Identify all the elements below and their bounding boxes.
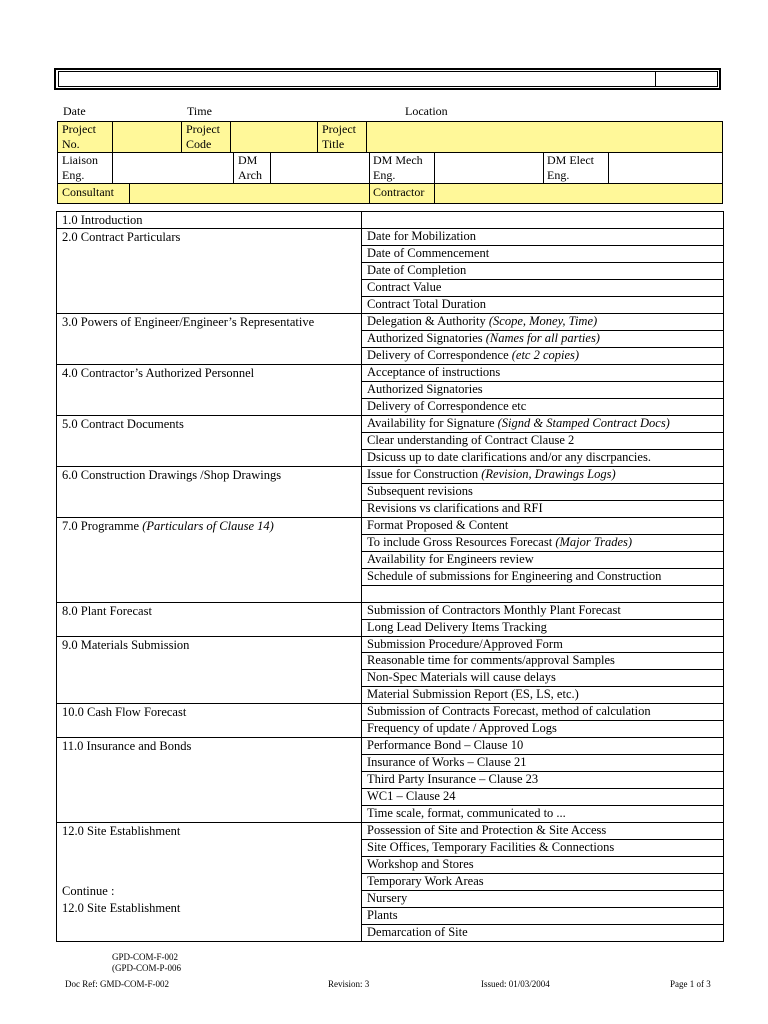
- section-title: [62, 637, 189, 653]
- checklist-item-text: Performance Bond – Clause 10: [367, 738, 524, 752]
- section-title: [62, 823, 180, 839]
- checklist-item: [367, 449, 651, 466]
- checklist-item-text: To include Gross Resources Forecast: [367, 535, 556, 549]
- checklist-item-text: Availability for Signature: [367, 416, 498, 430]
- checklist-item-text: Date for Mobilization: [367, 229, 476, 243]
- table-rule: [56, 211, 57, 942]
- dm-arch-label: DM Arch: [238, 153, 262, 182]
- checklist-item-text: Date of Commencement: [367, 246, 490, 260]
- checklist-item: [367, 534, 632, 551]
- checklist-item-text: Plants: [367, 908, 398, 922]
- section-title-text: 8.0 Plant Forecast: [62, 603, 152, 618]
- section-title: [62, 365, 254, 381]
- checklist-item-note: (Scope, Money, Time): [488, 314, 598, 328]
- checklist-item-note: (Names for all parties): [485, 331, 600, 345]
- checklist-item-text: Third Party Insurance – Clause 23: [367, 772, 539, 786]
- checklist-item-text: Site Offices, Temporary Facilities & Connections: [367, 840, 615, 854]
- table-rule: [361, 890, 723, 891]
- section-title-text: 2.0 Contract Particulars: [62, 229, 181, 244]
- checklist-item-text: Reasonable time for comments/approval Samples: [367, 653, 615, 667]
- checklist-item: [367, 330, 600, 347]
- checklist-item-text: Temporary Work Areas: [367, 874, 484, 888]
- checklist-item-text: Non-Spec Materials will cause delays: [367, 670, 556, 684]
- table-rule: [723, 211, 724, 942]
- footer-revision: Revision: 3: [328, 979, 370, 989]
- section-title-text: 3.0 Powers of Engineer/Engineer’s Representative: [62, 314, 315, 329]
- checklist-item-text: Frequency of update / Approved Logs: [367, 721, 557, 735]
- contractor-label: Contractor: [373, 185, 425, 199]
- checklist-item: [367, 856, 474, 873]
- footer-code-1: GPD-COM-F-002: [112, 952, 179, 962]
- checklist-item: [367, 347, 579, 364]
- project-code-label: Project Code: [186, 122, 220, 151]
- checklist-item: [367, 415, 670, 432]
- project-title-label: Project Title: [322, 122, 356, 151]
- checklist-item: [367, 551, 534, 568]
- section-title-note: (Particulars of Clause 14): [142, 518, 274, 533]
- checklist-item: [367, 245, 489, 262]
- checklist-item-text: Authorized Signatories: [367, 382, 483, 396]
- checklist-item: [367, 636, 563, 653]
- section-title: [62, 314, 314, 330]
- liaison-eng-label: Liaison Eng.: [62, 153, 98, 182]
- checklist-item: [367, 839, 614, 856]
- date-label: Date: [63, 104, 86, 118]
- checklist-item: [367, 228, 476, 245]
- checklist-item: [367, 568, 661, 585]
- checklist-item-text: Delegation & Authority: [367, 314, 489, 328]
- table-rule: [361, 907, 723, 908]
- checklist-item-text: Issue for Construction: [367, 467, 482, 481]
- checklist-item: [367, 669, 556, 686]
- checklist-item: [367, 924, 468, 941]
- section-title-text: 11.0 Insurance and Bonds: [62, 739, 192, 754]
- section-title-text: 12.0 Site Establishment: [62, 824, 181, 839]
- checklist-item: [367, 873, 484, 890]
- section-title: [62, 704, 186, 720]
- checklist-item-text: Subsequent revisions: [367, 484, 473, 498]
- checklist-item-note: (Major Trades): [555, 535, 633, 549]
- checklist-item-text: Delivery of Correspondence: [367, 348, 512, 362]
- checklist-item-text: Submission of Contractors Monthly Plant Forecast: [367, 603, 621, 617]
- section-title: [62, 212, 143, 228]
- checklist-item-text: Acceptance of instructions: [367, 365, 501, 379]
- checklist-item: [367, 279, 441, 296]
- checklist-item-text: Date of Completion: [367, 263, 467, 277]
- continue-section-title: 12.0 Site Establishment: [62, 901, 181, 915]
- title-box-divider: [655, 71, 656, 87]
- title-box-inner: [58, 71, 718, 87]
- time-label: Time: [187, 104, 212, 118]
- table-rule: [361, 585, 723, 586]
- checklist-item-text: Contract Total Duration: [367, 297, 487, 311]
- checklist-item-note: (Revision, Drawings Logs): [481, 467, 616, 481]
- checklist-item: [367, 720, 557, 737]
- section-title-text: 9.0 Materials Submission: [62, 637, 190, 652]
- continue-label: Continue :: [62, 884, 115, 898]
- checklist-item-text: Clear understanding of Contract Clause 2: [367, 433, 575, 447]
- table-rule: [56, 941, 724, 942]
- checklist-item-text: Insurance of Works – Clause 21: [367, 755, 527, 769]
- checklist-item: [367, 313, 597, 330]
- location-label: Location: [405, 104, 448, 118]
- checklist-item: [367, 500, 543, 517]
- checklist-item-note: (etc 2 copies): [511, 348, 580, 362]
- checklist-item-text: Nursery: [367, 891, 408, 905]
- checklist-item-text: Material Submission Report (ES, LS, etc.): [367, 687, 579, 701]
- section-title-text: 4.0 Contractor’s Authorized Personnel: [62, 365, 255, 380]
- dm-mech-eng-label: DM Mech Eng.: [373, 153, 423, 182]
- checklist-item-text: Demarcation of Site: [367, 925, 468, 939]
- checklist-item-text: Availability for Engineers review: [367, 552, 534, 566]
- checklist-item: [367, 398, 526, 415]
- checklist-item-text: Dsicuss up to date clarifications and/or any discrpancies.: [367, 450, 651, 464]
- checklist-item-text: Contract Value: [367, 280, 442, 294]
- table-rule: [361, 211, 362, 942]
- footer-issued: Issued: 01/03/2004: [481, 979, 550, 989]
- checklist-item: [367, 907, 398, 924]
- footer-code-2: (GPD-COM-P-006: [112, 963, 182, 973]
- checklist-item: [367, 788, 456, 805]
- checklist-item: [367, 466, 616, 483]
- consultant-label: Consultant: [62, 185, 115, 199]
- checklist-item: [367, 517, 508, 534]
- checklist-item-text: Authorized Signatories: [367, 331, 486, 345]
- checklist-item-text: Format Proposed & Content: [367, 518, 509, 532]
- checklist-item-text: Workshop and Stores: [367, 857, 474, 871]
- checklist-item: [367, 652, 615, 669]
- section-title-text: 6.0 Construction Drawings /Shop Drawings: [62, 467, 282, 482]
- checklist-item: [367, 432, 574, 449]
- section-title-text: 10.0 Cash Flow Forecast: [62, 705, 187, 720]
- section-title: [62, 467, 281, 483]
- checklist-item: [367, 619, 547, 636]
- checklist-item: [367, 381, 483, 398]
- project-no-label: Project No.: [62, 122, 96, 151]
- section-title-text: 5.0 Contract Documents: [62, 416, 184, 431]
- checklist-item: [367, 703, 651, 720]
- checklist-item: [367, 771, 538, 788]
- checklist-item: [367, 602, 621, 619]
- checklist-item: [367, 483, 473, 500]
- section-title: [62, 518, 274, 534]
- checklist-item: [367, 262, 466, 279]
- section-title-text: 1.0 Introduction: [62, 213, 143, 227]
- footer-page: Page 1 of 3: [670, 979, 711, 989]
- checklist-item: [367, 296, 486, 313]
- checklist-item: [367, 805, 566, 822]
- checklist-item-text: Submission of Contracts Forecast, method of calculation: [367, 704, 651, 718]
- section-title: [62, 416, 184, 432]
- checklist-item-text: Schedule of submissions for Engineering and Construction: [367, 569, 662, 583]
- checklist-item-text: Delivery of Correspondence etc: [367, 399, 527, 413]
- section-title: [62, 603, 152, 619]
- checklist-item-text: Revisions vs clarifications and RFI: [367, 501, 543, 515]
- checklist-item: [367, 754, 527, 771]
- checklist-item-text: Possession of Site and Protection & Site Access: [367, 823, 607, 837]
- checklist-item: [367, 737, 523, 754]
- checklist-item: [367, 364, 500, 381]
- section-title: [62, 229, 180, 245]
- checklist-item: [367, 890, 407, 907]
- section-title: [62, 738, 191, 754]
- checklist-item: [367, 822, 606, 839]
- checklist-item-note: (Signd & Stamped Contract Docs): [497, 416, 670, 430]
- checklist-item-text: WC1 – Clause 24: [367, 789, 456, 803]
- footer-doc-ref: Doc Ref: GMD-COM-F-002: [65, 979, 169, 989]
- section-title-text: 7.0 Programme: [62, 518, 143, 533]
- dm-elect-eng-label: DM Elect Eng.: [547, 153, 594, 182]
- checklist-item: [367, 686, 579, 703]
- checklist-item-text: Submission Procedure/Approved Form: [367, 637, 563, 651]
- checklist-item-text: Time scale, format, communicated to ...: [367, 806, 566, 820]
- checklist-item-text: Long Lead Delivery Items Tracking: [367, 620, 547, 634]
- table-rule: [56, 211, 724, 212]
